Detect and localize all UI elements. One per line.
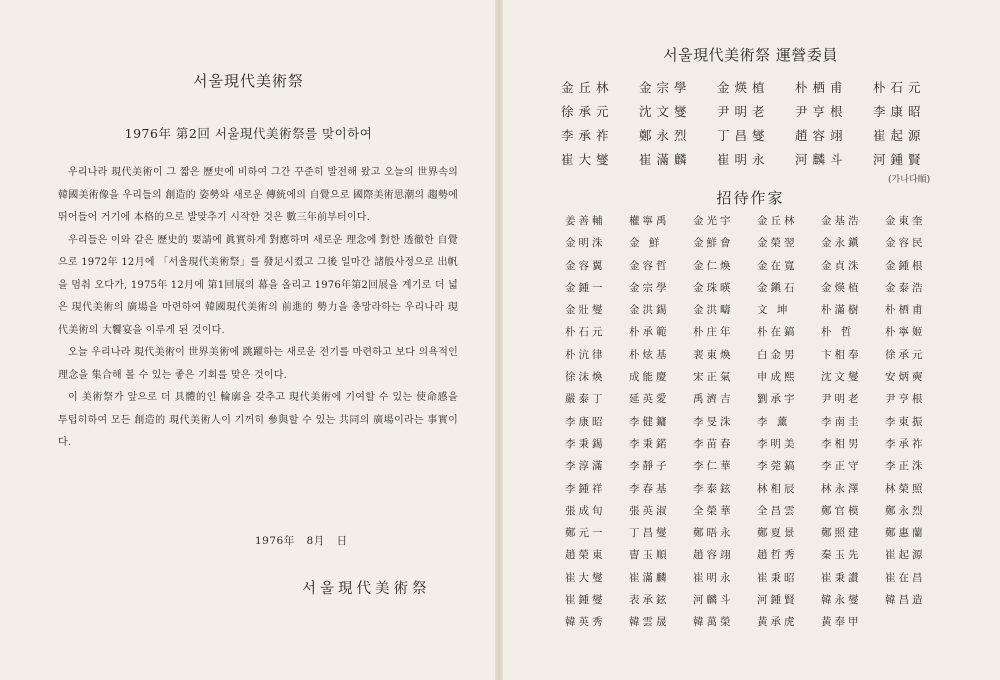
committee-member-name: 趙容翊 xyxy=(795,128,848,143)
invited-artist-name: 李 薰 xyxy=(757,415,791,428)
invited-artist-name: 金鮮會 xyxy=(693,237,734,250)
invited-artist-name: 裵東煥 xyxy=(693,348,734,361)
invited-artist-name: 崔秉昭 xyxy=(757,571,798,584)
invited-artist-name: 金珠暎 xyxy=(693,281,734,294)
invited-artist-name: 李承祚 xyxy=(885,437,926,450)
preface-body xyxy=(58,162,458,455)
committee-member-name: 金煐植 xyxy=(717,80,770,95)
preface-paragraph: 우리나라 現代美術이 그 짧은 歷史에 비하여 그간 꾸준히 발전해 왔고 오늘의 世界속의 韓國美術像을 우리들의 創造的 姿勢와 새로운 傳統에의 自覺으로 國際美術思潮의 趨勢에 뛰어들어 거기에 本格的으로 발맞추기 시작한 것은 數三年前부터이다. xyxy=(58,167,458,223)
invited-artist-name: 金在寬 xyxy=(757,259,798,272)
invited-artist-name: 崔滿麟 xyxy=(629,571,670,584)
committee-member-name: 崔起源 xyxy=(873,128,926,143)
invited-artist-name: 成能慶 xyxy=(629,371,670,384)
preface-paragraph: 오늘 우리나라 現代美術이 世界美術에 跳躍하는 새로운 전기를 마련하고 보다 의욕적인 理念을 集合해 볼 수 있는 좋은 기회를 맞은 것이다. xyxy=(58,347,458,381)
invited-artist-name: 朴庄年 xyxy=(693,326,734,339)
invited-artist-name: 金東奎 xyxy=(885,215,926,227)
invited-artist-name: 韓永燮 xyxy=(821,594,862,607)
invited-artist-name: 文 坤 xyxy=(757,304,791,317)
invited-artist-name: 李康昭 xyxy=(565,415,606,428)
invited-artist-name: 李莞鎬 xyxy=(757,460,798,473)
invited-artist-name: 秦玉先 xyxy=(821,549,862,562)
invited-artist-name: 徐沫煥 xyxy=(565,371,606,384)
invited-artist-name: 李春基 xyxy=(629,482,670,495)
invited-artist-name: 金鍾一 xyxy=(565,281,606,294)
invited-artist-name: 鄭惠蘭 xyxy=(885,527,926,540)
invited-artist-name: 朴沆律 xyxy=(565,348,606,361)
preface-paragraph: 이 美術祭가 앞으로 더 具體的인 輪廓을 갖추고 現代美術에 기여할 수 있는 使命感을 투텁히하여 모든 創造的 現代美術人이 기꺼히 參與할 수 있는 共同의 廣場이라는 事實이다. xyxy=(58,392,458,448)
invited-artist-name: 張成旬 xyxy=(565,504,606,517)
invited-artist-name: 李東振 xyxy=(885,415,926,428)
invited-artist-name: 趙哲秀 xyxy=(757,549,798,562)
committee-member-name: 崔滿麟 xyxy=(639,152,692,167)
invited-artist-name: 金永鎭 xyxy=(821,237,862,250)
invited-artist-name: 河鍾賢 xyxy=(757,594,798,607)
invited-artist-name: 劉承宇 xyxy=(757,393,798,406)
invited-artist-name: 金仁煥 xyxy=(693,259,734,272)
invited-artist-name: 李秉鍩 xyxy=(629,437,670,450)
invited-artist-name: 金泰浩 xyxy=(885,281,926,294)
invited-artists-list xyxy=(565,210,945,634)
invited-artist-name: 鄭元一 xyxy=(565,527,606,540)
invited-artist-name: 曺玉順 xyxy=(629,549,670,562)
invited-artist-name: 河麟斗 xyxy=(693,594,734,607)
invited-artist-name: 金鎭石 xyxy=(757,281,798,294)
invited-artist-name: 金容哲 xyxy=(629,259,670,272)
invited-artist-name: 李秉錫 xyxy=(565,437,606,450)
invited-artist-name: 林榮照 xyxy=(885,482,926,495)
invited-artist-name: 崔鍾燮 xyxy=(565,594,606,607)
invited-artist-name: 李苗春 xyxy=(693,437,734,450)
invited-artist-name: 徐承元 xyxy=(885,348,926,361)
invited-artist-name: 朴在鎬 xyxy=(757,326,798,339)
committee-member-name: 鄭永烈 xyxy=(639,128,692,143)
invited-artist-name: 金明洙 xyxy=(565,237,606,250)
invited-artist-name: 金光宇 xyxy=(693,215,734,227)
invited-artist-name: 韓昌造 xyxy=(885,594,926,607)
committee-member-name: 尹明老 xyxy=(717,104,770,119)
invited-artist-name: 白金男 xyxy=(757,348,798,361)
invited-artist-name: 李相男 xyxy=(821,437,862,450)
invited-artist-name: 禹濟吉 xyxy=(693,393,734,406)
invited-artist-name: 金容翼 xyxy=(565,259,606,272)
committee-member-name: 朴栖甫 xyxy=(795,80,848,95)
invited-artist-name: 李淳滿 xyxy=(565,460,606,473)
committee-member-name: 河麟斗 xyxy=(795,152,848,167)
invited-artist-name: 延英愛 xyxy=(629,393,670,406)
preface-date: 1976年 8月 日 xyxy=(255,535,348,547)
invited-artist-name: 朴炫基 xyxy=(629,348,670,361)
invited-artist-name: 全昌雲 xyxy=(757,504,798,517)
invited-artist-name: 金基浩 xyxy=(821,215,862,227)
committee-member-name: 李承祚 xyxy=(561,128,614,143)
invited-artist-name: 林永澤 xyxy=(821,482,862,495)
invited-artist-name: 安炳奭 xyxy=(885,371,926,384)
committee-member-name: 李康昭 xyxy=(873,104,926,119)
invited-artist-name: 黃承虎 xyxy=(757,616,798,629)
invited-artist-name: 李鍾祥 xyxy=(565,482,606,495)
committee-member-name: 徐承元 xyxy=(561,104,614,119)
invited-artist-name: 金榮翌 xyxy=(757,237,798,250)
invited-artist-name: 表承鉉 xyxy=(629,594,670,607)
invited-artist-name: 趙榮東 xyxy=(565,549,606,562)
invited-artist-name: 朴石元 xyxy=(565,326,606,339)
invited-artist-name: 金 鮮 xyxy=(629,237,663,250)
invited-artist-name: 鄭官模 xyxy=(821,504,862,517)
invited-artist-name: 卞相奉 xyxy=(821,348,862,361)
invited-artist-name: 金壯燮 xyxy=(565,304,606,317)
invited-artist-name: 金貞洙 xyxy=(821,259,862,272)
committee-member-name: 丁昌燮 xyxy=(717,128,770,143)
invited-artist-name: 金洪疇 xyxy=(693,304,734,317)
invited-artist-name: 崔秉讚 xyxy=(821,571,862,584)
invited-artist-name: 林相辰 xyxy=(757,482,798,495)
invited-artist-name: 金宗學 xyxy=(629,281,670,294)
committee-note: (가나다順) xyxy=(888,175,931,185)
invited-artist-name: 韓雲晟 xyxy=(629,616,670,629)
invited-artist-name: 全榮華 xyxy=(693,504,734,517)
invited-artist-name: 趙容翊 xyxy=(693,549,734,562)
committee-member-name: 朴石元 xyxy=(873,80,926,95)
invited-artists-title: 招待作家 xyxy=(716,189,785,207)
page-gutter xyxy=(495,0,503,680)
invited-artist-name: 金丘林 xyxy=(757,215,798,227)
invited-artist-name: 權寧禹 xyxy=(629,215,670,227)
invited-artist-name: 李正守 xyxy=(821,460,862,473)
committee-list xyxy=(561,76,951,172)
invited-artist-name: 朴 哲 xyxy=(821,326,855,339)
committee-member-name: 尹亨根 xyxy=(795,104,848,119)
invited-artist-name: 金容民 xyxy=(885,237,926,250)
invited-artist-name: 申成熙 xyxy=(757,371,798,384)
invited-artist-name: 李旻洙 xyxy=(693,415,734,428)
invited-artist-name: 朴栖甫 xyxy=(885,304,926,317)
invited-artist-name: 崔明永 xyxy=(693,571,734,584)
invited-artist-name: 李正洙 xyxy=(885,460,926,473)
invited-artist-name: 李健鏞 xyxy=(629,415,670,428)
committee-member-name: 金宗學 xyxy=(639,80,692,95)
invited-artist-name: 李明美 xyxy=(757,437,798,450)
festival-subtitle: 1976年 第2回 서울現代美術祭를 맞이하여 xyxy=(124,126,373,141)
invited-artist-name: 鄭晤永 xyxy=(693,527,734,540)
invited-artist-name: 鄭夏景 xyxy=(757,527,798,540)
committee-member-name: 崔大燮 xyxy=(561,152,614,167)
invited-artist-name: 朴承範 xyxy=(629,326,670,339)
invited-artist-name: 李泰鉉 xyxy=(693,482,734,495)
invited-artist-name: 韓英秀 xyxy=(565,616,606,629)
committee-member-name: 河鍾賢 xyxy=(873,152,926,167)
invited-artist-name: 姜善輔 xyxy=(565,215,606,227)
preface-paragraph: 우리들은 이와 같은 歷史的 要請에 眞實하게 對應하며 새로운 理念에 對한 透徹한 自覺으로 1972年 12月에 「서울現代美術祭」를 發足시켰고 그後 일마간 諸般사정으로 出帆을 멈춰 오다가, 1975年 12月에 第1回展의 幕을 올리고 1976年第2回展을 계기로 더 넓은 現代美術의 廣場을 마련하여 韓國現代美術의 前進的 勢力을 총망라하는 우리나라 現代美術의 大饗宴을 이루게 된 것이다. xyxy=(58,234,458,336)
invited-artist-name: 金煐植 xyxy=(821,281,862,294)
invited-artist-name: 金洪錫 xyxy=(629,304,670,317)
committee-member-name: 崔明永 xyxy=(717,152,770,167)
invited-artist-name: 崔大燮 xyxy=(565,571,606,584)
committee-title: 서울現代美術祭 運營委員 xyxy=(663,46,838,64)
invited-artist-name: 朴滿樹 xyxy=(821,304,862,317)
invited-artist-name: 崔在昌 xyxy=(885,571,926,584)
invited-artist-name: 朴寧姬 xyxy=(885,326,926,339)
invited-artist-name: 尹亨根 xyxy=(885,393,926,406)
invited-artist-name: 黃奉甲 xyxy=(821,616,862,629)
invited-artist-name: 韓萬榮 xyxy=(693,616,734,629)
invited-artist-name: 宋正氣 xyxy=(693,371,734,384)
invited-artist-name: 嚴泰丁 xyxy=(565,393,606,406)
invited-artist-name: 李仁華 xyxy=(693,460,734,473)
preface-signature: 서울現代美術祭 xyxy=(302,581,431,597)
invited-artist-name: 李靜子 xyxy=(629,460,670,473)
invited-artist-name: 沈文燮 xyxy=(821,371,862,384)
invited-artist-name: 尹明老 xyxy=(821,393,862,406)
invited-artist-name: 金鍾根 xyxy=(885,259,926,272)
committee-member-name: 金丘林 xyxy=(561,80,614,95)
invited-artist-name: 崔起源 xyxy=(885,549,926,562)
invited-artist-name: 李南圭 xyxy=(821,415,862,428)
festival-title: 서울現代美術祭 xyxy=(193,72,304,90)
committee-member-name: 沈文燮 xyxy=(639,104,692,119)
invited-artist-name: 丁昌燮 xyxy=(629,527,670,540)
invited-artist-name: 張英淑 xyxy=(629,504,670,517)
invited-artist-name: 鄭照建 xyxy=(821,527,862,540)
invited-artist-name: 鄭永烈 xyxy=(885,504,926,517)
